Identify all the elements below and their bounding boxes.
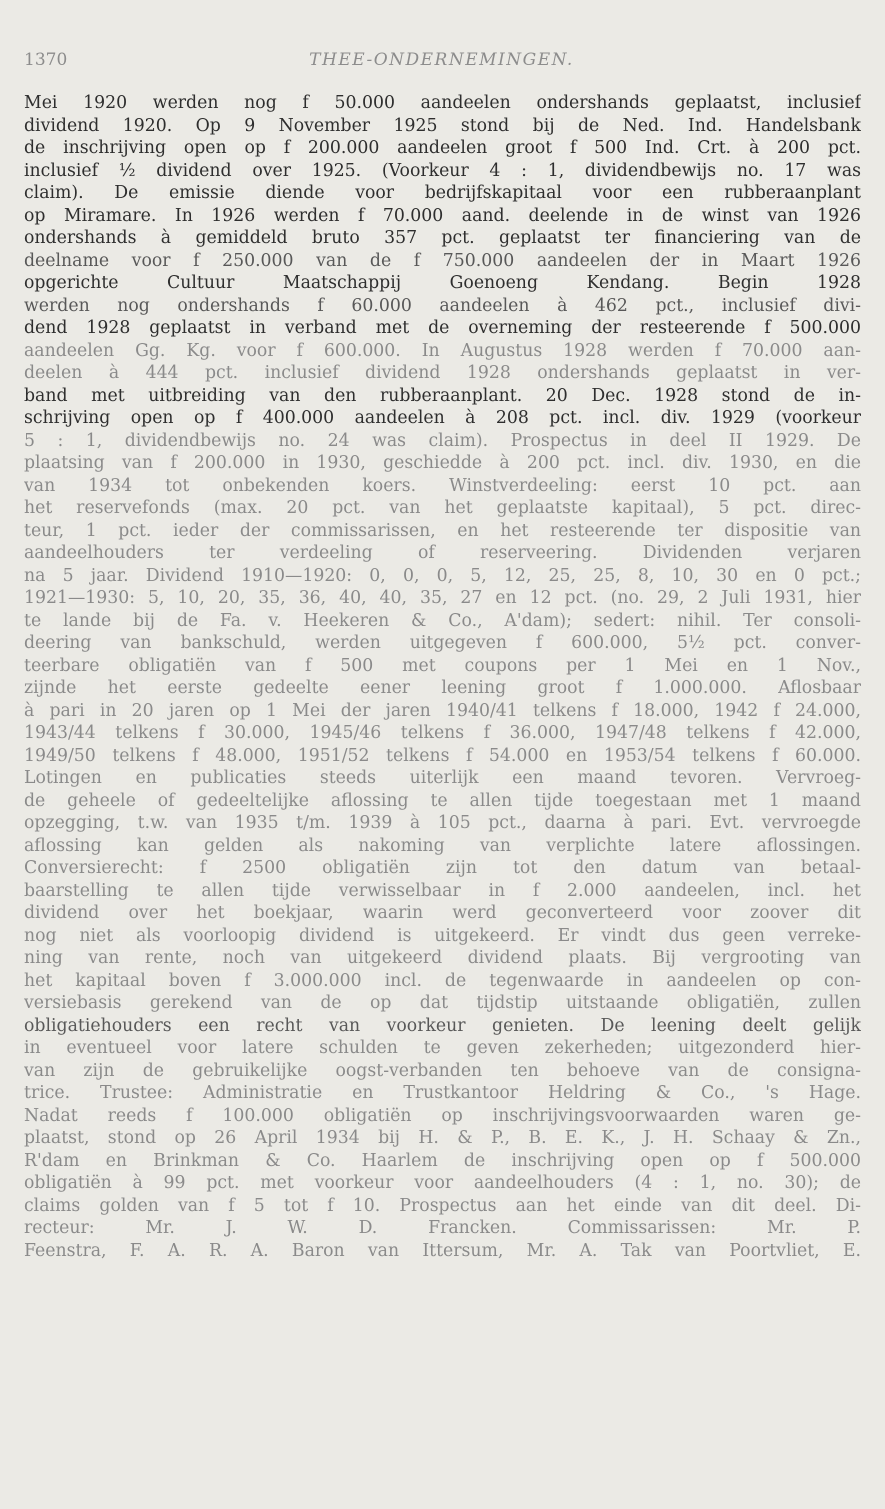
text-line: te lande bij de Fa. v. Heekeren & Co., A'dam); sedert: nihil. Ter consoli-: [24, 610, 861, 631]
text-line: baarstelling te allen tijde verwisselbaar in f 2.000 aandeelen, incl. het: [24, 880, 861, 901]
text-line: plaatst, stond op 26 April 1934 bij H. & P., B. E. K., J. H. Schaay & Zn.,: [24, 1128, 861, 1148]
text-line: nog niet als voorloopig dividend is uitgekeerd. Er vindt dus geen verreke-: [24, 925, 861, 946]
text-line: Nadat reeds f 100.000 obligatiën op inschrijvingsvoorwaarden waren ge-: [24, 1105, 861, 1126]
text-line: schrijving open op f 400.000 aandeelen à 208 pct. incl. div. 1929 (voorkeur: [24, 408, 861, 428]
text-line: band met uitbreiding van den rubberaanplant. 20 Dec. 1928 stond de in-: [24, 385, 861, 406]
text-line: claims golden van f 5 tot f 10. Prospectus aan het einde van dit deel. Di-: [24, 1195, 861, 1216]
text-line: het reservefonds (max. 20 pct. van het geplaatste kapitaal), 5 pct. direc-: [24, 498, 861, 518]
text-line: teur, 1 pct. ieder der commissarissen, en het resteerende ter dispositie van: [24, 520, 861, 541]
text-line: recteur: Mr. J. W. D. Francken. Commissarissen: Mr. P.: [24, 1218, 861, 1238]
text-line: claim). De emissie diende voor bedrijfskapitaal voor een rubberaanplant: [24, 183, 861, 203]
page-header: [24, 50, 859, 76]
text-line: 1943/44 telkens f 30.000, 1945/46 telkens f 36.000, 1947/48 telkens f 42.000,: [24, 723, 861, 743]
text-line: versiebasis gerekend van de op dat tijdstip uitstaande obligatiën, zullen: [24, 993, 861, 1013]
body-text: [24, 92, 861, 1262]
text-line: 1949/50 telkens f 48.000, 1951/52 telkens f 54.000 en 1953/54 telkens f 60.000.: [24, 745, 861, 766]
text-line: van 1934 tot onbekenden koers. Winstverdeeling: eerst 10 pct. aan: [24, 475, 861, 496]
text-line: obligatiën à 99 pct. met voorkeur voor aandeelhouders (4 : 1, no. 30); de: [24, 1173, 861, 1193]
text-line: dividend over het boekjaar, waarin werd geconverteerd voor zoover dit: [24, 903, 861, 923]
text-line: deelname voor f 250.000 van de f 750.000 aandeelen der in Maart 1926: [24, 250, 861, 271]
text-line: obligatiehouders een recht van voorkeur genieten. De leening deelt gelijk: [24, 1015, 861, 1036]
text-line: R'dam en Brinkman & Co. Haarlem de inschrijving open op f 500.000: [24, 1150, 861, 1171]
text-line: de inschrijving open op f 200.000 aandeelen groot f 500 Ind. Crt. à 200 pct.: [24, 138, 861, 158]
text-line: van zijn de gebruikelijke oogst-verbanden ten behoeve van de consigna-: [24, 1060, 861, 1081]
text-line: Mei 1920 werden nog f 50.000 aandeelen ondershands geplaatst, inclusief: [24, 93, 861, 113]
text-line: aflossing kan gelden als nakoming van verplichte latere aflossingen.: [24, 835, 861, 856]
text-line: opzegging, t.w. van 1935 t/m. 1939 à 105 pct., daarna à pari. Evt. vervroegde: [24, 813, 861, 833]
text-line: deering van bankschuld, werden uitgegeven f 600.000, 5½ pct. conver-: [24, 633, 861, 653]
text-line: trice. Trustee: Administratie en Trustkantoor Heldring & Co., 's Hage.: [24, 1083, 861, 1103]
page-number: 1370: [24, 50, 68, 70]
text-line: inclusief ½ dividend over 1925. (Voorkeur 4 : 1, dividendbewijs no. 17 was: [24, 160, 861, 181]
text-line: na 5 jaar. Dividend 1910—1920: 0, 0, 0, 5, 12, 25, 25, 8, 10, 30 en 0 pct.;: [24, 565, 861, 586]
text-line: Feenstra, F. A. R. A. Baron van Ittersum, Mr. A. Tak van Poortvliet, E.: [24, 1240, 861, 1261]
text-line: werden nog ondershands f 60.000 aandeelen à 462 pct., inclusief divi-: [24, 295, 861, 316]
text-line: deelen à 444 pct. inclusief dividend 1928 ondershands geplaatst in ver-: [24, 363, 861, 383]
text-line: teerbare obligatiën van f 500 met coupons per 1 Mei en 1 Nov.,: [24, 655, 861, 676]
text-line: ondershands à gemiddeld bruto 357 pct. geplaatst ter financiering van de: [24, 228, 861, 248]
text-line: Lotingen en publicaties steeds uiterlijk een maand tevoren. Vervroeg-: [24, 768, 861, 788]
text-line: aandeelhouders ter verdeeling of reserveering. Dividenden verjaren: [24, 543, 861, 563]
text-line: zijnde het eerste gedeelte eener leening groot f 1.000.000. Aflosbaar: [24, 678, 861, 698]
text-line: 1921—1930: 5, 10, 20, 35, 36, 40, 40, 35, 27 en 12 pct. (no. 29, 2 Juli 1931, hier: [24, 588, 861, 608]
text-line: dend 1928 geplaatst in verband met de overneming der resteerende f 500.000: [24, 318, 861, 338]
text-line: op Miramare. In 1926 werden f 70.000 aand. deelende in de winst van 1926: [24, 205, 861, 226]
text-line: 5 : 1, dividendbewijs no. 24 was claim). Prospectus in deel II 1929. De: [24, 430, 861, 451]
text-line: ning van rente, noch van uitgekeerd dividend plaats. Bij vergrooting van: [24, 948, 861, 968]
text-line: aandeelen Gg. Kg. voor f 600.000. In Augustus 1928 werden f 70.000 aan-: [24, 340, 861, 361]
text-line: in eventueel voor latere schulden te geven zekerheden; uitgezonderd hier-: [24, 1038, 861, 1058]
text-line: plaatsing van f 200.000 in 1930, geschiedde à 200 pct. incl. div. 1930, en die: [24, 453, 861, 473]
text-line: de geheele of gedeeltelijke aflossing te allen tijde toegestaan met 1 maand: [24, 790, 861, 811]
running-title: THEE-ONDERNEMINGEN.: [309, 50, 574, 70]
text-line: dividend 1920. Op 9 November 1925 stond bij de Ned. Ind. Handelsbank: [24, 115, 861, 136]
text-line: opgerichte Cultuur Maatschappij Goenoeng Kendang. Begin 1928: [24, 273, 861, 293]
text-line: à pari in 20 jaren op 1 Mei der jaren 1940/41 telkens f 18.000, 1942 f 24.000,: [24, 700, 861, 721]
text-line: Conversierecht: f 2500 obligatiën zijn tot den datum van betaal-: [24, 858, 861, 878]
text-line: het kapitaal boven f 3.000.000 incl. de tegenwaarde in aandeelen op con-: [24, 970, 861, 991]
